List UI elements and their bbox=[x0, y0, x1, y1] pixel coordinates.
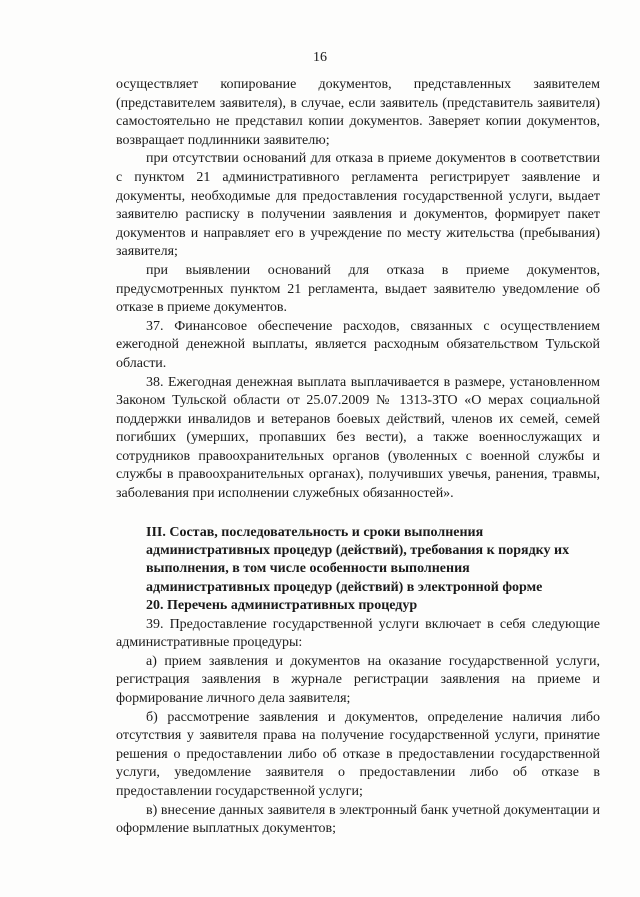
section-heading-line: административных процедур (действий) в электронной форме bbox=[146, 579, 543, 595]
paragraph-no-grounds: при отсутствии оснований для отказа в приеме документов в соответствии с пунктом 21 административного регламента регистрирует заявление и документы, необходимые для предоставления государственной услуги, выдает заявителю расписку в получении заявления и документов, формирует пакет документов и направляет его в учреждение по месту жительства (пребывания) заявителя; bbox=[116, 151, 600, 260]
section-heading-line: административных процедур (действий), требования к порядку их bbox=[146, 543, 570, 559]
list-item-v: в) внесение данных заявителя в электронный банк учетной документации и оформление выплатных документов; bbox=[116, 802, 600, 837]
paragraph-37: 37. Финансовое обеспечение расходов, связанных с осуществлением ежегодной денежной выплаты, является расходным обязательством Тульской области. bbox=[116, 318, 600, 371]
section-heading bbox=[116, 524, 600, 598]
paragraph-copying: осуществляет копирование документов, представленных заявителем (представителем заявителя), в случае, если заявитель (представитель заявителя) самостоятельно не представил копии документов. Заверяет копии документов, возвращает подлинники заявителю; bbox=[116, 77, 600, 148]
paragraph-39: 39. Предоставление государственной услуги включает в себя следующие административные процедуры: bbox=[116, 616, 600, 651]
paragraph-grounds-found: при выявлении оснований для отказа в приеме документов, предусмотренных пунктом 21 регламента, выдает заявителю уведомление об отказе в приеме документов. bbox=[116, 262, 600, 316]
document-body bbox=[116, 76, 600, 839]
paragraph-38: 38. Ежегодная денежная выплата выплачивается в размере, установленном Законом Тульской области от 25.07.2009 № 1313-ЗТО «О мерах социальной поддержки инвалидов и ветеранов боевых действий, членов их семей, семей погибших (умерших, пропавших без вести), а также военнослужащих и сотрудников правоохранительных органов (уволенных с военной службы и службы в правоохранительных органах), получивших увечья, ранения, травмы, заболевания при исполнении служебных обязанностей». bbox=[116, 374, 600, 502]
list-item-a: а) прием заявления и документов на оказание государственной услуги, регистрация заявления в журнале регистрации заявления на приеме и формирование личного дела заявителя; bbox=[116, 653, 600, 707]
section-heading-line: III. Состав, последовательность и сроки выполнения bbox=[146, 524, 484, 540]
subsection-heading: 20. Перечень административных процедур bbox=[146, 598, 418, 614]
list-item-b: б) рассмотрение заявления и документов, определение наличия либо отсутствия у заявителя права на получение государственной услуги, принятие решения о предоставлении либо об отказе в предоставлении государственной услуги, уведомление заявителя о предоставлении либо об отказе в предоставлении государственной услуги; bbox=[116, 709, 600, 800]
section-heading-line: выполнения, в том числе особенности выполнения bbox=[146, 561, 470, 577]
page-number: 16 bbox=[313, 50, 327, 65]
